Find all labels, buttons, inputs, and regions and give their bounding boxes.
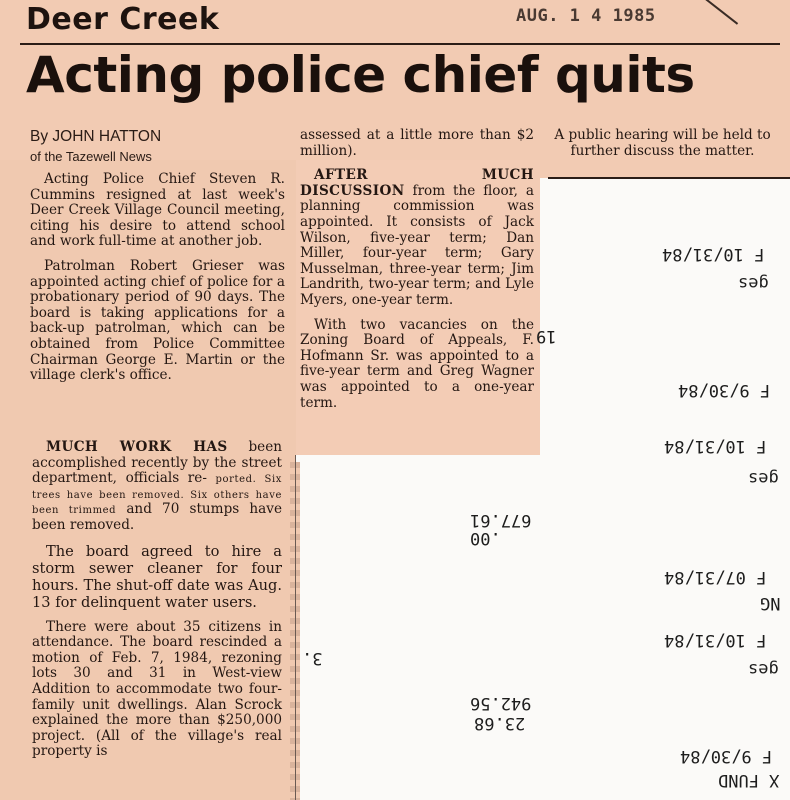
- back-text-line-5: F 10/31/84: [664, 436, 767, 456]
- article-column-2: [300, 128, 534, 420]
- back-text-line-17: X FUND: [718, 770, 780, 790]
- back-text-line-10: NG: [760, 593, 781, 613]
- back-text-line-16: F 9/30/84: [680, 746, 773, 766]
- street-work-small-print: ported. Six trees have been removed. Six others have been trimmed: [32, 474, 282, 517]
- back-text-line-11: F 10/31/84: [664, 630, 767, 650]
- section-heading: Deer Creek: [26, 2, 220, 37]
- back-text-line-12: ges: [748, 659, 779, 679]
- back-text-line-4: F 9/30/84: [678, 380, 771, 400]
- back-text-line-2: ges: [738, 273, 769, 293]
- section-rule: [20, 43, 780, 45]
- column-rule: [548, 177, 790, 179]
- article-column-1-bottom: [32, 440, 282, 769]
- paragraph-planning-commission: [300, 168, 534, 308]
- back-text-line-13: 3.: [302, 648, 323, 668]
- paragraph-rezoning: There were about 35 citizens in attendance. The board rescinded a motion of Feb. 7, 1984, rezoning lots 30 and 31 in West-view Addition to accommodate two four-family unit dwellings. Alan Scrock explained the more than $250,000 project. (All of the village's real property is: [32, 618, 282, 760]
- date-stamp: AUG. 1 4 1985: [516, 6, 656, 26]
- paragraph-appointment: Patrolman Robert Grieser was appointed acting chief of police for a probationary period of 90 days. The board is taking applications for a back-up patrolman, which can be obtained from Police Committee Chairman George E. Martin or the village clerk's office.: [30, 257, 285, 384]
- article-column-3: [545, 128, 780, 168]
- street-work-text-a: been accomplished recently by the street department, officials re-: [32, 439, 282, 487]
- byline-organization: of the Tazewell News: [30, 149, 152, 164]
- planning-commission-text: from the floor, a planning commission was appointed. It consists of Jack Wilson, five-year term; Dan Miller, four-year term; Gary Musselman, three-year term; Jim Landrith, two-year term; and Lyle Myers, one-year term.: [300, 182, 534, 308]
- clipping-edge: [295, 455, 296, 800]
- back-text-line-15: 23.68: [474, 713, 526, 733]
- paragraph-public-hearing: A public hearing will be held to further discuss the matter.: [554, 127, 771, 159]
- headline: Acting police chief quits: [26, 46, 695, 104]
- back-text-line-14: 942.56: [470, 693, 532, 713]
- paragraph-sewer-cleaner: The board agreed to hire a storm sewer cleaner for four hours. The shut-off date was Aug. 13 for delinquent water users.: [32, 542, 282, 611]
- back-text-line-9: F 07/31/84: [664, 567, 767, 587]
- street-work-text-b: and 70 stumps have been removed.: [32, 501, 282, 533]
- paragraph-zoning-board: With two vacancies on the Zoning Board of Appeals, F. Hofmann Sr. was appointed to a five-year term and Greg Wagner was appointed to a one-year term.: [300, 316, 534, 411]
- background-sheet-right: [540, 178, 790, 455]
- back-text-line-8: .00: [470, 528, 501, 548]
- back-text-line-6: ges: [748, 468, 779, 488]
- subhead-after-much-discussion: AFTER MUCH DISCUSSION: [300, 167, 534, 199]
- back-text-line-7: 677.61: [470, 510, 532, 530]
- back-text-line-1: F 10/31/84: [662, 244, 765, 264]
- article-column-1-top: [30, 172, 285, 393]
- byline: By JOHN HATTON: [30, 128, 162, 145]
- paragraph-resignation: Acting Police Chief Steven R. Cummins resigned at last week's Deer Creek Village Council meeting, citing his desire to attend school and work full-time at another job.: [30, 171, 285, 250]
- paragraph-street-work: [32, 440, 282, 534]
- paragraph-assessment: assessed at a little more than $2 million).: [300, 127, 534, 159]
- subhead-much-work: MUCH WORK HAS: [46, 439, 228, 455]
- back-text-line-3: 19: [536, 326, 557, 346]
